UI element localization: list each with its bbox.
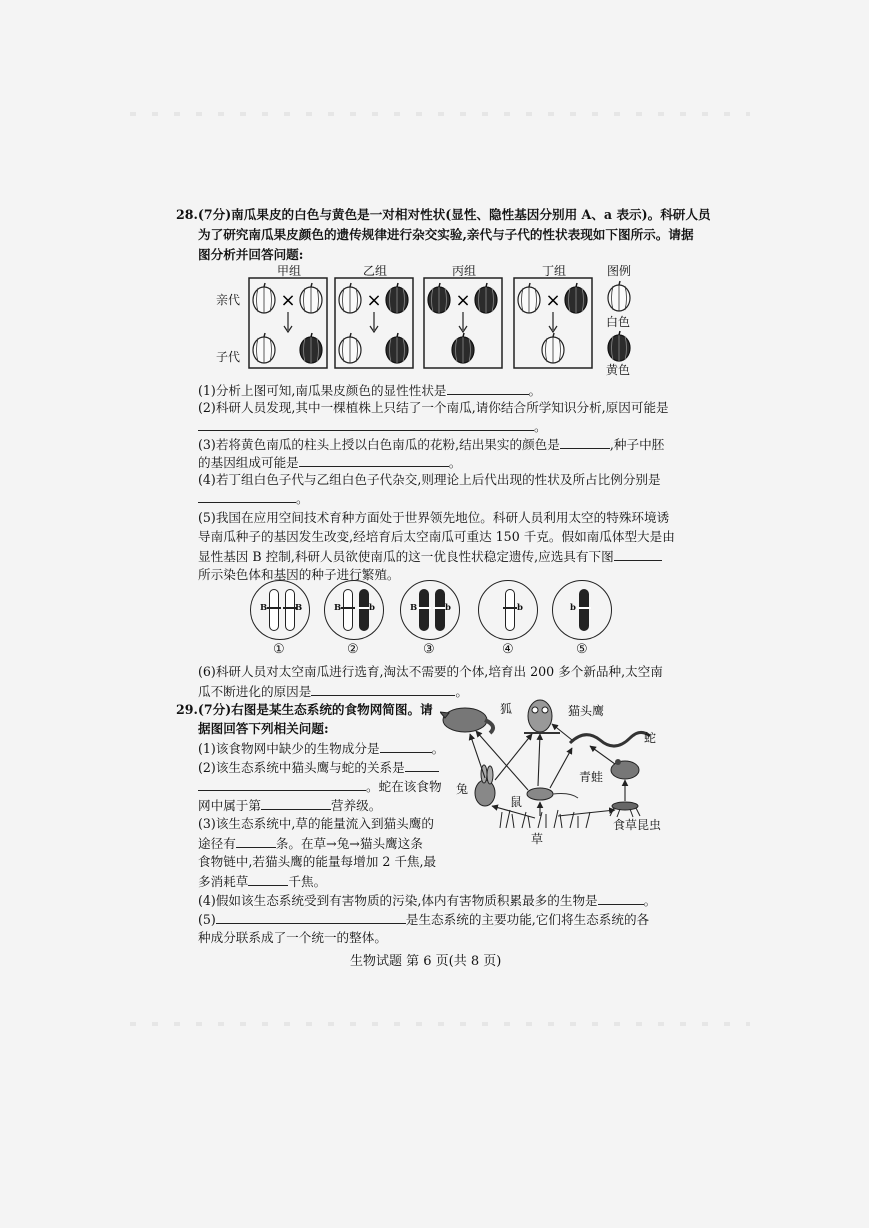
scan-noise: [130, 1022, 750, 1026]
option-number: ②: [347, 642, 359, 657]
q29-5-cont: 种成分联系成了一个统一的整体。: [198, 930, 387, 945]
gene-label: B: [334, 603, 342, 613]
answer-blank[interactable]: [380, 738, 432, 753]
answer-blank[interactable]: [198, 488, 296, 503]
q29-title: 29.(7分)右图是某生态系统的食物网简图。请: [176, 702, 433, 717]
q29-3-text4: 千焦。: [288, 874, 327, 889]
chromosome: [343, 589, 353, 631]
q28-6-line2: 瓜不断进化的原因是 。: [198, 681, 468, 702]
fox-label: 狐: [500, 702, 513, 716]
chromosome: [579, 589, 589, 631]
q29-2-text2: 。蛇在该食物: [366, 779, 442, 794]
answer-blank[interactable]: [311, 681, 455, 696]
insect-label: 食草昆虫: [613, 818, 662, 832]
answer-blank[interactable]: [216, 909, 406, 924]
chromosome-option-4: [478, 580, 538, 640]
chromosome: [285, 589, 295, 631]
scan-noise: [130, 112, 750, 116]
q28-4-answer-line: 。: [198, 488, 309, 509]
chromosome: [359, 589, 369, 631]
chromosome-option-3: [400, 580, 460, 640]
q29-5-text: (5): [198, 912, 216, 927]
owl-icon: [524, 700, 560, 733]
q28-intro-line2: 为了研究南瓜果皮颜色的遗传规律进行杂交实验,亲代与子代的性状表现如下图所示。请据: [198, 227, 694, 242]
svg-text:×: ×: [366, 290, 382, 311]
mouse-icon: [527, 788, 578, 800]
group-jia-label: 甲组: [277, 264, 302, 278]
chromosome: [435, 589, 445, 631]
q28-intro-line3: 图分析并回答问题:: [198, 247, 304, 262]
group-ding-label: 丁组: [542, 264, 567, 278]
chromosome: [269, 589, 279, 631]
q28-3-text2: ,种子中胚: [609, 437, 665, 452]
frog-label: 青蛙: [579, 770, 604, 784]
q29-5: [198, 909, 649, 930]
answer-blank[interactable]: [405, 757, 439, 772]
gene-label: b: [369, 603, 375, 613]
q29-2: [198, 757, 439, 778]
q28-3-text3: 的基因组成可能是: [198, 455, 299, 470]
answer-blank[interactable]: [236, 833, 276, 848]
chromosome: [505, 589, 515, 631]
q29-5-text2: 是生态系统的主要功能,它们将生态系统的各: [405, 912, 650, 927]
legend-yellow-label: 黄色: [606, 363, 631, 377]
q29-2-text3: 网中属于第: [198, 798, 261, 813]
svg-text:×: ×: [545, 290, 561, 311]
q28-intro-line1: 28.(7分)南瓜果皮的白色与黄色是一对相对性状(显性、隐性基因分别用 A、a 表示)。科研人员: [176, 207, 711, 222]
q29-2-cont2: [198, 795, 381, 816]
option-number: ④: [502, 642, 514, 657]
gene-label: B: [260, 603, 268, 613]
answer-blank[interactable]: [598, 890, 644, 905]
q28-2: (2)科研人员发现,其中一棵植株上只结了一个南瓜,请你结合所学知识分析,原因可能是: [198, 400, 669, 415]
q28-6-line1: (6)科研人员对太空南瓜进行选育,淘汰不需要的个体,培育出 200 多个新品种,太空南: [198, 664, 663, 679]
q29-4: (4)假如该生态系统受到有害物质的污染,体内有害物质积累最多的生物是 。: [198, 890, 656, 911]
answer-blank[interactable]: [198, 416, 534, 431]
q29-title2: 据图回答下列相关问题:: [198, 721, 329, 736]
q29-1: (1)该食物网中缺少的生物成分是 。: [198, 738, 444, 759]
page-footer: 生物试题 第 6 页(共 8 页): [350, 954, 502, 969]
pumpkin-cross-figure: [210, 262, 670, 380]
gene-label: B: [295, 603, 303, 613]
q29-2-text: (2)该生态系统中猫头鹰与蛇的关系是: [198, 760, 405, 775]
q28-2-answer-line: 。: [198, 416, 547, 437]
q29-2-cont: [198, 776, 442, 797]
q28-1: (1)分析上图可知,南瓜果皮颜色的显性性状是 。: [198, 380, 541, 401]
group-bing-label: 丙组: [452, 264, 477, 278]
parent-row-label: 亲代: [216, 293, 241, 307]
answer-blank[interactable]: [560, 434, 610, 449]
child-row-label: 子代: [216, 350, 241, 364]
group-yi-label: 乙组: [363, 264, 388, 278]
q28-5-line3: [198, 546, 662, 567]
q28-5-line4: 所示染色体和基因的种子进行繁殖。: [198, 567, 400, 582]
option-number: ⑤: [576, 642, 588, 657]
gene-label: b: [445, 603, 451, 613]
q29-4-text: (4)假如该生态系统受到有害物质的污染,体内有害物质积累最多的生物是: [198, 893, 598, 908]
gene-label: b: [517, 603, 523, 613]
option-number: ①: [273, 642, 285, 657]
chromosome: [419, 589, 429, 631]
fox-icon: [440, 708, 493, 733]
svg-text:×: ×: [280, 290, 296, 311]
answer-blank[interactable]: [447, 380, 529, 395]
q29-3-cont: [198, 833, 423, 854]
grass-icon: [500, 810, 590, 828]
q28-3-cont: 的基因组成可能是 。: [198, 452, 461, 473]
q29-3-text: 途径有: [198, 836, 236, 851]
q28-6-text: 瓜不断进化的原因是: [198, 684, 312, 699]
gene-label: B: [410, 603, 418, 613]
answer-blank[interactable]: [261, 795, 331, 810]
q29-3-text2: 条。在草→兔→猫头鹰这条: [275, 836, 423, 851]
chromosome-option-2: [324, 580, 384, 640]
q28-5-line1: (5)我国在应用空间技术育种方面处于世界领先地位。科研人员利用太空的特殊环境诱: [198, 510, 670, 525]
chromosome-option-5: [552, 580, 612, 640]
q29-2-text4: 营养级。: [330, 798, 382, 813]
q29-3-cont3: [198, 871, 326, 892]
q29-3-cont2: 食物链中,若猫头鹰的能量每增加 2 千焦,最: [198, 854, 437, 869]
answer-blank[interactable]: [299, 452, 449, 467]
owl-label: 猫头鹰: [568, 704, 605, 718]
snake-icon: [570, 732, 650, 746]
q29-3-text3: 多消耗草: [198, 874, 249, 889]
answer-blank[interactable]: [248, 871, 288, 886]
q28-4: (4)若丁组白色子代与乙组白色子代杂交,则理论上后代出现的性状及所占比例分别是: [198, 472, 661, 487]
option-number: ③: [423, 642, 435, 657]
answer-blank[interactable]: [614, 546, 662, 561]
gene-label: b: [570, 603, 576, 613]
legend-title: 图例: [607, 264, 632, 278]
q29-1-text: (1)该食物网中缺少的生物成分是: [198, 741, 380, 756]
svg-text:×: ×: [455, 290, 471, 311]
snake-label: 蛇: [644, 731, 657, 745]
q28-3-text: (3)若将黄色南瓜的柱头上授以白色南瓜的花粉,结出果实的颜色是: [198, 437, 560, 452]
q28-1-text: (1)分析上图可知,南瓜果皮颜色的显性性状是: [198, 383, 447, 398]
rabbit-icon: [475, 765, 495, 806]
q28-5-line2: 导南瓜种子的基因发生改变,经培育后太空南瓜可重达 150 千克。假如南瓜体型大是由: [198, 529, 675, 544]
mouse-label: 鼠: [510, 795, 523, 809]
q28-5-text: 显性基因 B 控制,科研人员欲使南瓜的这一优良性状稳定遗传,应选具有下图: [198, 549, 614, 564]
grass-label: 草: [531, 832, 544, 846]
frog-icon: [611, 759, 639, 779]
rabbit-label: 兔: [456, 782, 469, 796]
q29-3: (3)该生态系统中,草的能量流入到猫头鹰的: [198, 816, 434, 831]
legend-white-label: 白色: [606, 315, 631, 329]
chromosome-option-1: [250, 580, 310, 640]
answer-blank[interactable]: [198, 776, 366, 791]
